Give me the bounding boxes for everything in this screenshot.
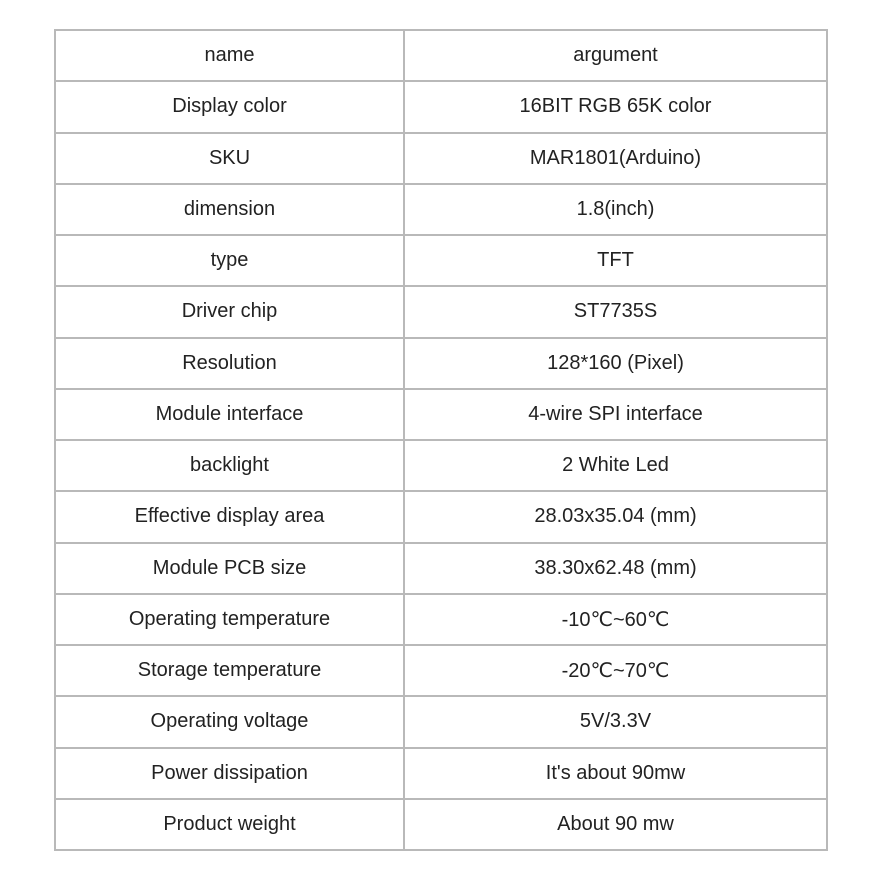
row-name-cell: Power dissipation	[55, 748, 404, 799]
table-row	[55, 81, 827, 132]
table-row	[55, 594, 827, 645]
row-name-cell: Operating temperature	[55, 594, 404, 645]
table-row	[55, 286, 827, 337]
table-row	[55, 491, 827, 542]
row-value-cell: TFT	[404, 235, 827, 286]
row-value-cell: 5V/3.3V	[404, 696, 827, 747]
row-name-cell: Product weight	[55, 799, 404, 850]
table-row	[55, 184, 827, 235]
row-name-cell: type	[55, 235, 404, 286]
spec-table	[54, 29, 828, 851]
row-name-cell: Driver chip	[55, 286, 404, 337]
row-value-cell: ST7735S	[404, 286, 827, 337]
row-name-cell: dimension	[55, 184, 404, 235]
table-row	[55, 389, 827, 440]
row-value-cell: MAR1801(Arduino)	[404, 133, 827, 184]
row-value-cell: 1.8(inch)	[404, 184, 827, 235]
row-value-cell: -20℃~70℃	[404, 645, 827, 696]
header-name-cell: name	[55, 30, 404, 81]
row-value-cell: It's about 90mw	[404, 748, 827, 799]
row-name-cell: Display color	[55, 81, 404, 132]
row-name-cell: Module PCB size	[55, 543, 404, 594]
row-name-cell: Resolution	[55, 338, 404, 389]
header-value-cell: argument	[404, 30, 827, 81]
table-row	[55, 235, 827, 286]
table-header-row	[55, 30, 827, 81]
table-row	[55, 133, 827, 184]
table-row	[55, 338, 827, 389]
row-name-cell: Effective display area	[55, 491, 404, 542]
row-value-cell: 128*160 (Pixel)	[404, 338, 827, 389]
row-value-cell: 16BIT RGB 65K color	[404, 81, 827, 132]
row-name-cell: Module interface	[55, 389, 404, 440]
table-row	[55, 799, 827, 850]
table-row	[55, 748, 827, 799]
row-value-cell: -10℃~60℃	[404, 594, 827, 645]
row-name-cell: Operating voltage	[55, 696, 404, 747]
row-value-cell: About 90 mw	[404, 799, 827, 850]
table-row	[55, 696, 827, 747]
row-name-cell: SKU	[55, 133, 404, 184]
row-value-cell: 38.30x62.48 (mm)	[404, 543, 827, 594]
row-value-cell: 4-wire SPI interface	[404, 389, 827, 440]
table-row	[55, 440, 827, 491]
row-value-cell: 2 White Led	[404, 440, 827, 491]
row-value-cell: 28.03x35.04 (mm)	[404, 491, 827, 542]
table-row	[55, 645, 827, 696]
table-row	[55, 543, 827, 594]
row-name-cell: Storage temperature	[55, 645, 404, 696]
row-name-cell: backlight	[55, 440, 404, 491]
